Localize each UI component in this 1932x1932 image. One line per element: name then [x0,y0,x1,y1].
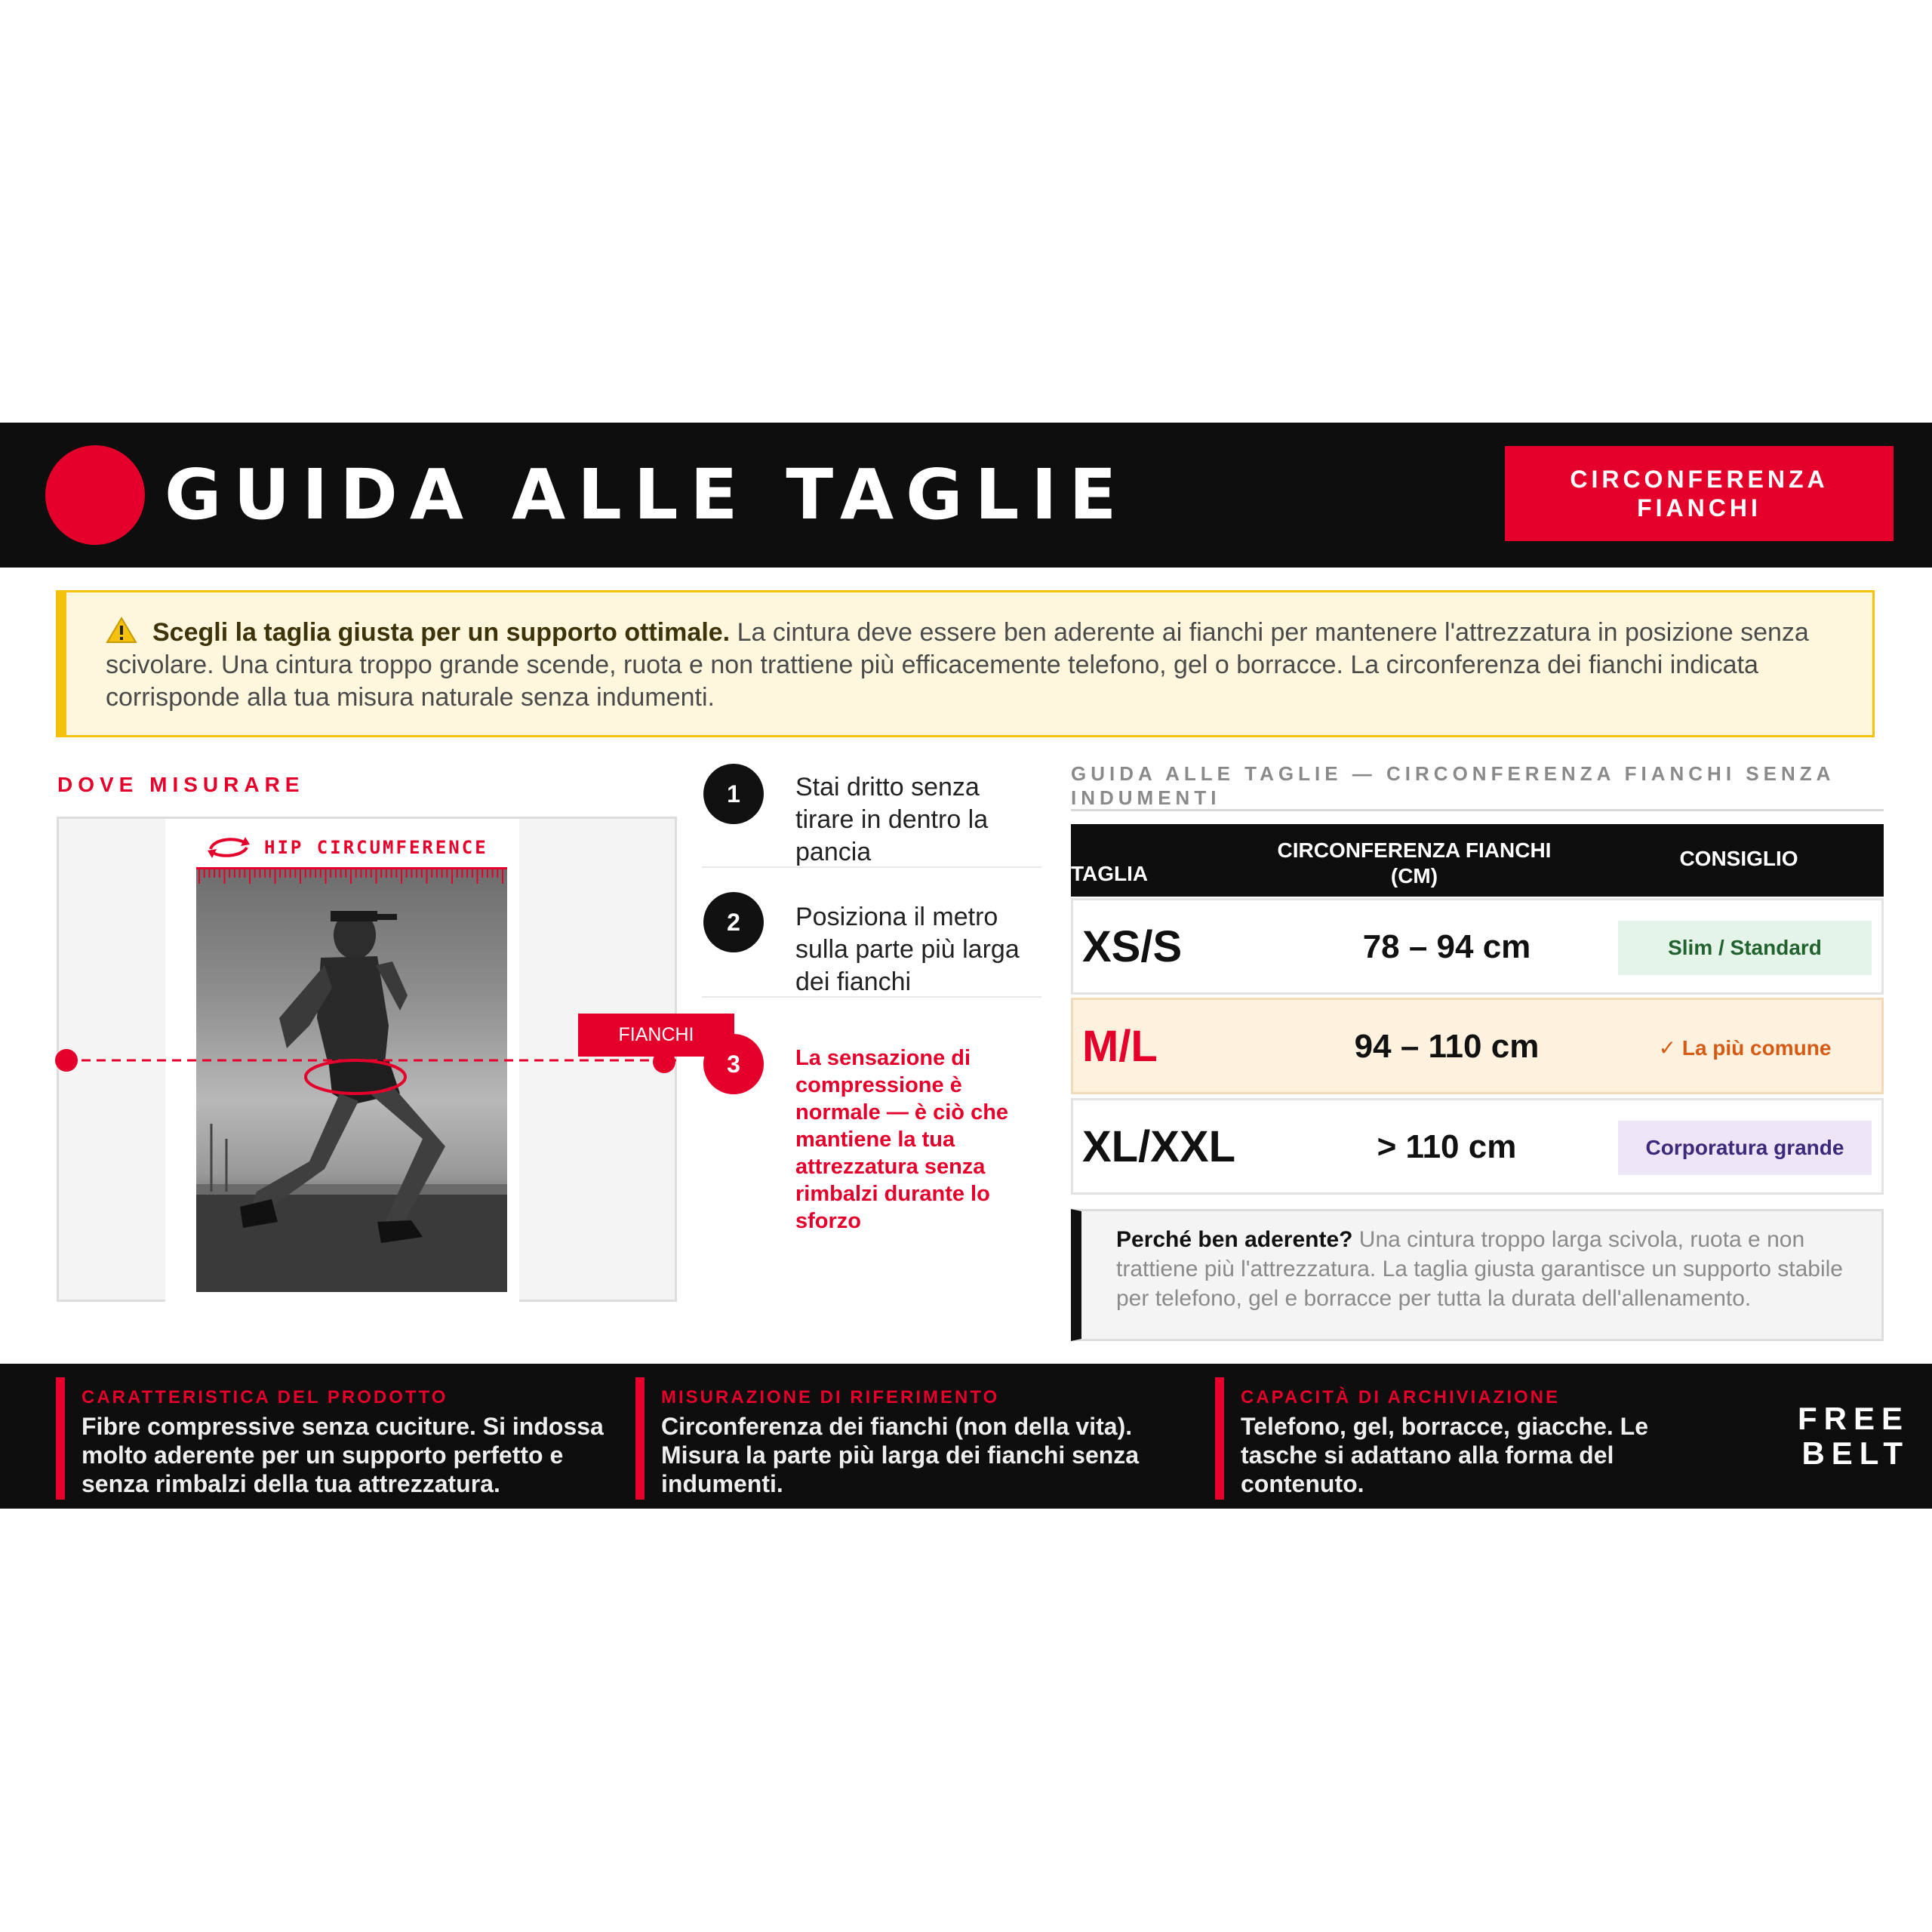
measure-point-left [55,1049,78,1072]
footer-label: MISURAZIONE DI RIFERIMENTO [661,1387,1000,1407]
range-cell: 94 – 110 cm [1354,1028,1540,1065]
step-number: 2 [703,892,764,952]
size-warning-box [56,590,1875,737]
size-cell: XL/XXL [1082,1122,1236,1171]
page-header [0,423,1932,568]
fianchi-tag: FIANCHI [578,1014,734,1057]
size-table-header [1071,824,1884,897]
table-row [1071,1098,1884,1195]
brand-line-1: FREE [1797,1401,1909,1436]
hip-circumference-label: HIP CIRCUMFERENCE [264,837,488,858]
brand-logo [1758,1401,1909,1471]
footer-text: Circonferenza dei fianchi (non della vita). Misura la parte più larga dei fianchi senza indumenti. [661,1413,1140,1497]
warning-icon [106,617,137,644]
header-size: TAGLIA [1071,862,1149,885]
why-snug-note [1071,1209,1884,1341]
advice-pill: Corporatura grande [1618,1121,1872,1175]
footer-label: CAPACITÀ DI ARCHIVIAZIONE [1241,1387,1560,1407]
step-number: 1 [703,764,764,824]
hip-circumference-badge [1505,446,1894,541]
measure-point-right [653,1051,675,1073]
brand-line-2: BELT [1801,1435,1909,1471]
where-to-measure-label: DOVE MISURARE [57,773,305,796]
page-title: GUIDA ALLE TAGLIE [165,454,1129,535]
caption-divider [1071,809,1884,811]
table-row [1071,998,1884,1094]
why-text: Una cintura troppo larga scivola, ruota e non trattiene più l'attrezzatura. La taglia giusta garantisce un supporto stabile per telefono, gel e borracce per tutta la durata dell'allenamento. [1116,1227,1843,1311]
step-text: Posiziona il metro sulla parte più larga dei fianchi [795,903,1020,996]
size-cell: M/L [1082,1022,1158,1071]
range-cell: > 110 cm [1377,1128,1517,1165]
badge-line-2: FIANCHI [1637,494,1761,521]
footer-text: Telefono, gel, borracce, giacche. Le tasche si adattano alla forma del contenuto. [1241,1413,1649,1497]
warning-text: La cintura deve essere ben aderente ai fianchi per mantenere l'attrezzatura in posizione senza scivolare. Una cintura troppo grande scende, ruota e non trattiene più efficacemente telefono, gel o borracce. La circonferenza dei fianchi indicata corrisponde alla tua misura naturale senza indumenti. [106,618,1809,712]
step-divider [702,996,1041,998]
header-circumference: CIRCONFERENZA FIANCHI (CM) [1277,838,1552,888]
why-bold-text: Perché ben aderente? [1116,1227,1353,1252]
red-dot-icon [45,445,145,545]
step-number: 3 [703,1034,764,1094]
footer-text: Fibre compressive senza cuciture. Si indossa molto aderente per un supporto perfetto e senza rimbalzi della tua attrezzatura. [82,1413,604,1497]
hip-ellipse [306,1060,405,1094]
footer-column-measurement [635,1377,1209,1500]
page-footer [0,1364,1932,1509]
warning-bold-text: Scegli la taglia giusta per un supporto ottimale. [152,618,731,647]
measure-illustration [57,817,694,1302]
footer-label: CARATTERISTICA DEL PRODOTTO [82,1387,448,1407]
step-text: La sensazione di compressione è normale — è ciò che mantiene la tua attrezzatura senza rimbalzi durante lo sforzo [795,1046,1009,1233]
step-divider [702,866,1041,868]
header-advice: CONSIGLIO [1679,847,1798,870]
step-text: Stai dritto senza tirare in dentro la pancia [795,773,989,866]
range-cell: 78 – 94 cm [1362,928,1531,965]
footer-column-product [56,1377,629,1500]
table-row [1071,898,1884,995]
hip-measure-line [59,819,738,1347]
size-cell: XS/S [1082,922,1183,971]
footer-column-storage [1215,1377,1698,1500]
badge-line-1: CIRCONFERENZA [1570,466,1829,493]
size-table-caption: GUIDA ALLE TAGLIE — CIRCONFERENZA FIANCHI SENZA INDUMENTI [1071,762,1835,809]
advice-pill: ✓ La più comune [1658,1035,1832,1060]
advice-pill: Slim / Standard [1618,921,1872,975]
